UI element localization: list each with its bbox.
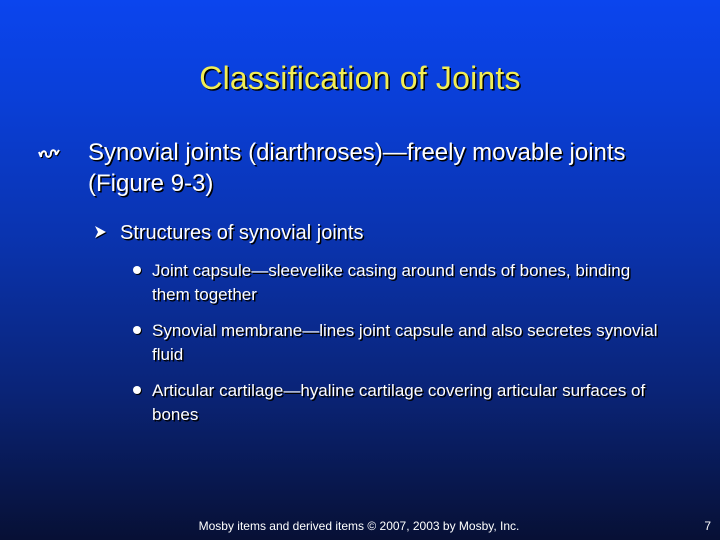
- bullet-synovial-membrane: Synovial membrane—lines joint capsule and also secretes synovial fluid: [152, 321, 658, 364]
- scroll-bullet-icon: [38, 145, 62, 161]
- arrowhead-bullet-icon: [92, 224, 108, 240]
- bullet-articular-cartilage: Articular cartilage—hyaline cartilage covering articular surfaces of bones: [152, 381, 646, 424]
- copyright-footer: Mosby items and derived items © 2007, 2003 by Mosby, Inc.: [198, 519, 520, 533]
- bullet-structures: Structures of synovial joints: [120, 222, 364, 244]
- dot-bullet-icon: [133, 326, 141, 334]
- bullet-joint-capsule: Joint capsule—sleevelike casing around ends of bones, binding them together: [152, 261, 631, 304]
- dot-bullet-icon: [133, 386, 141, 394]
- dot-bullet-icon: [133, 266, 141, 274]
- slide-title: Classification of Joints: [199, 60, 521, 96]
- page-number: 7: [704, 519, 711, 533]
- bullet-synovial-joints: Synovial joints (diarthroses)—freely movable joints (Figure 9-3): [88, 139, 626, 197]
